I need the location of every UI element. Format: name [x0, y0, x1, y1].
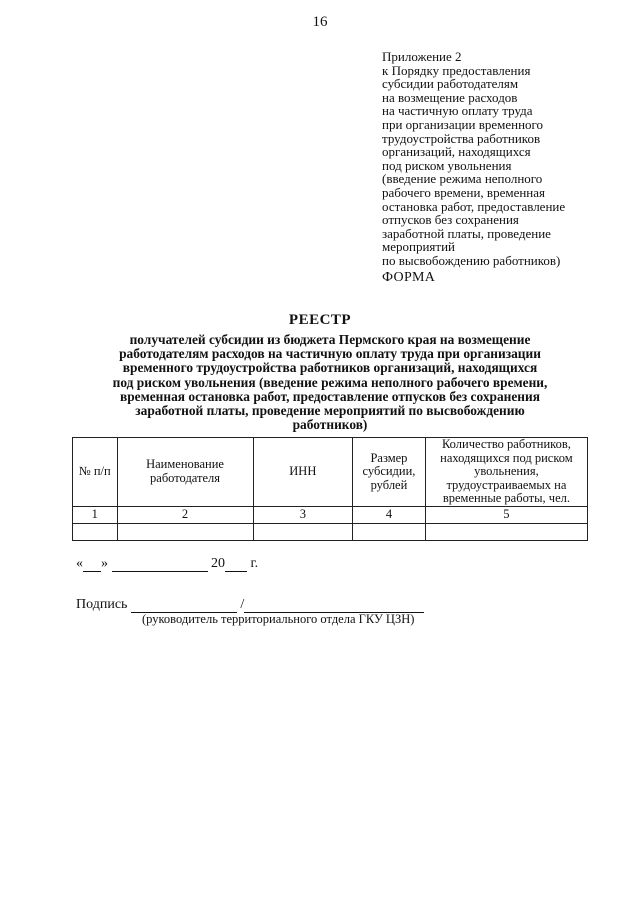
registry-table	[72, 437, 588, 541]
column-number-cell: 1	[73, 506, 118, 523]
day-blank	[83, 557, 101, 572]
year-suffix: г.	[250, 556, 259, 571]
appendix-line: организаций, находящихся	[382, 144, 531, 160]
header-workers-count: Количество работников, находящихся под риском увольнения, трудоустраиваемых на временные работы, чел.	[425, 438, 587, 507]
appendix-line: мероприятий	[382, 239, 455, 255]
date-close-quote: »	[101, 556, 108, 571]
table-row-column-numbers	[73, 506, 588, 523]
appendix-line: Приложение 2	[382, 49, 462, 64]
form-label: ФОРМА	[382, 270, 436, 285]
appendix-line: заработной платы, проведение	[382, 225, 551, 241]
appendix-line: на частичную оплату труда	[382, 103, 533, 119]
signature-line	[76, 597, 424, 613]
header-employer-name: Наименование работодателя	[117, 438, 253, 507]
appendix-line: (введение режима неполного	[382, 171, 543, 187]
date-line	[76, 556, 258, 572]
header-inn: ИНН	[253, 438, 353, 507]
subtitle-line: работодателям расходов на частичную оплату труда при организации	[119, 346, 541, 362]
appendix-line: по высвобождению работников)	[382, 252, 561, 268]
subtitle-line: заработной платы, проведение мероприятий по высвобождению	[135, 403, 525, 419]
appendix-line: рабочего времени, временная	[382, 184, 546, 200]
column-number-cell: 4	[353, 506, 426, 523]
signature-blank	[131, 598, 237, 613]
appendix-line: отпусков без сохранения	[382, 212, 519, 228]
column-number-cell: 3	[253, 506, 353, 523]
appendix-line: трудоустройства работников	[382, 130, 541, 146]
name-blank	[244, 598, 424, 613]
appendix-line: субсидии работодателям	[382, 76, 519, 92]
empty-cell	[425, 523, 587, 540]
table-header-row	[73, 438, 588, 507]
signature-caption: (руководитель территориального отдела ГКУ ЦЗН)	[142, 612, 415, 626]
signature-slash: /	[240, 597, 245, 612]
date-open-quote: «	[76, 556, 83, 571]
subtitle-line: работников)	[292, 417, 368, 433]
subtitle-line: временная остановка работ, предоставление отпусков без сохранения	[120, 388, 540, 404]
year-prefix: 20	[211, 556, 225, 571]
appendix-line: под риском увольнения	[382, 157, 512, 173]
empty-cell	[117, 523, 253, 540]
appendix-block	[382, 50, 632, 268]
month-blank	[112, 557, 208, 572]
column-number-cell: 5	[425, 506, 587, 523]
document-title: РЕЕСТР	[288, 312, 352, 328]
header-subsidy-amount: Размер субсидии, рублей	[353, 438, 426, 507]
signature-label: Подпись	[76, 597, 128, 612]
subtitle-line: под риском увольнения (введение режима неполного рабочего времени,	[112, 374, 548, 390]
document-subtitle	[60, 333, 600, 432]
subtitle-line: временного трудоустройства работников организаций, находящихся	[122, 360, 538, 376]
empty-cell	[353, 523, 426, 540]
column-number-cell: 2	[117, 506, 253, 523]
appendix-line: на возмещение расходов	[382, 89, 518, 105]
year-blank	[225, 557, 247, 572]
table-row-empty	[73, 523, 588, 540]
appendix-line: к Порядку предоставления	[382, 62, 531, 78]
empty-cell	[73, 523, 118, 540]
appendix-line: при организации временного	[382, 116, 544, 132]
page-number: 16	[312, 14, 328, 30]
empty-cell	[253, 523, 353, 540]
appendix-line: остановка работ, предоставление	[382, 198, 566, 214]
header-number: № п/п	[73, 438, 118, 507]
subtitle-line: получателей субсидии из бюджета Пермского края на возмещение	[129, 332, 531, 347]
